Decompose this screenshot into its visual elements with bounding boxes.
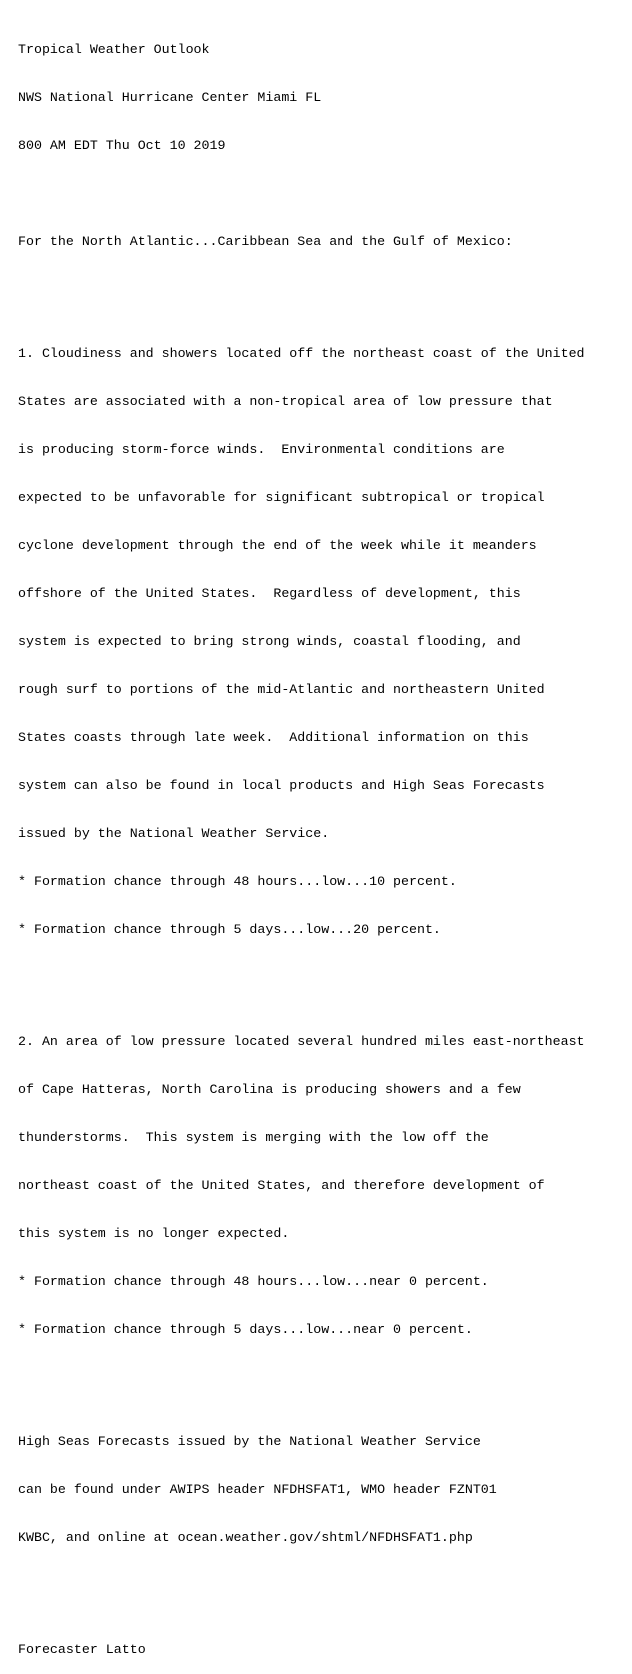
spacer <box>18 282 630 298</box>
system-2-chance-48h: * Formation chance through 48 hours...low...near 0 percent. <box>18 1274 489 1289</box>
high-seas-line: High Seas Forecasts issued by the National Weather Service <box>18 1434 481 1449</box>
outlook-document <box>18 10 630 1674</box>
spacer <box>18 1370 630 1386</box>
issue-time: 800 AM EDT Thu Oct 10 2019 <box>18 138 226 153</box>
system-2-text-line: this system is no longer expected. <box>18 1226 290 1241</box>
system-1-chance-5d: * Formation chance through 5 days...low...20 percent. <box>18 922 441 937</box>
system-2-text-line: of Cape Hatteras, North Carolina is producing showers and a few <box>18 1082 521 1097</box>
system-2-chance-5d: * Formation chance through 5 days...low...near 0 percent. <box>18 1322 473 1337</box>
system-2-text-line: northeast coast of the United States, and therefore development of <box>18 1178 545 1193</box>
system-2-text-line: thunderstorms. This system is merging with the low off the <box>18 1130 489 1145</box>
system-1-text-line: States are associated with a non-tropical area of low pressure that <box>18 394 553 409</box>
system-1-text-line: expected to be unfavorable for significant subtropical or tropical <box>18 490 545 505</box>
issuing-office: NWS National Hurricane Center Miami FL <box>18 90 322 105</box>
system-1-text-line: issued by the National Weather Service. <box>18 826 330 841</box>
system-1-chance-48h: * Formation chance through 48 hours...low...10 percent. <box>18 874 457 889</box>
system-1-text-line: 1. Cloudiness and showers located off the northeast coast of the United <box>18 346 585 361</box>
spacer <box>18 186 630 202</box>
spacer <box>18 1578 630 1594</box>
system-1-text-line: system can also be found in local products and High Seas Forecasts <box>18 778 545 793</box>
system-1-text-line: States coasts through late week. Additional information on this <box>18 730 529 745</box>
forecaster-signature: Forecaster Latto <box>18 1642 146 1657</box>
product-title: Tropical Weather Outlook <box>18 42 210 57</box>
system-1-text-line: rough surf to portions of the mid-Atlantic and northeastern United <box>18 682 545 697</box>
spacer <box>18 970 630 986</box>
high-seas-line: can be found under AWIPS header NFDHSFAT1, WMO header FZNT01 <box>18 1482 497 1497</box>
system-1-text-line: system is expected to bring strong winds, coastal flooding, and <box>18 634 521 649</box>
system-1-text-line: cyclone development through the end of the week while it meanders <box>18 538 537 553</box>
system-1-text-line: is producing storm-force winds. Environmental conditions are <box>18 442 505 457</box>
high-seas-line: KWBC, and online at ocean.weather.gov/shtml/NFDHSFAT1.php <box>18 1530 473 1545</box>
system-1-text-line: offshore of the United States. Regardless of development, this <box>18 586 521 601</box>
region-heading: For the North Atlantic...Caribbean Sea and the Gulf of Mexico: <box>18 234 513 249</box>
system-2-text-line: 2. An area of low pressure located several hundred miles east-northeast <box>18 1034 585 1049</box>
